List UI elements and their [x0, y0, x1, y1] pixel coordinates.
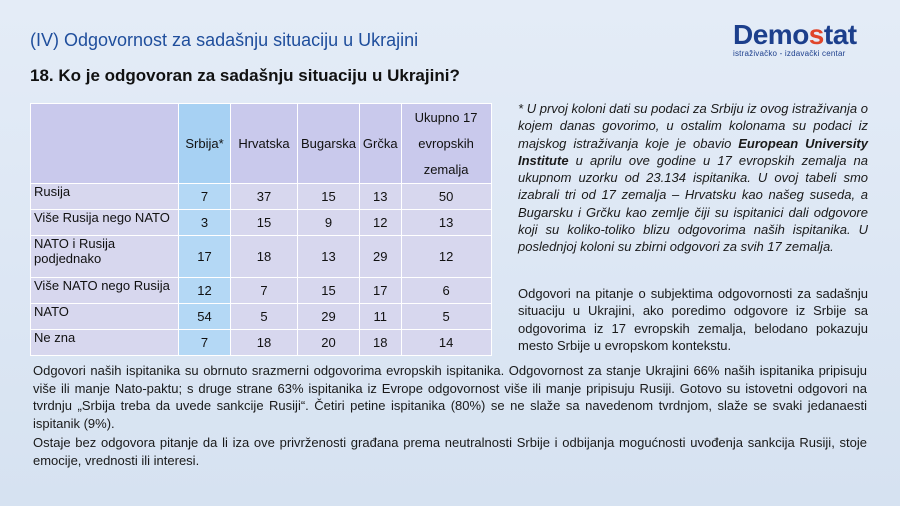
col-header-ukupno: Ukupno 17 evropskih zemalja	[401, 104, 491, 184]
comparison-paragraph: Odgovori na pitanje o subjektima odgovornosti za sadašnju situaciju u Ukrajini, ako poredimo odgovore iz Srbije sa odgovorima iz 17 evropskih zemalja, belodano pokazuju mesto Srbije u evropskom kontekstu.	[518, 286, 868, 353]
col-header-grcka: Grčka	[359, 104, 401, 184]
cell-bugarska: 20	[298, 330, 360, 356]
table-header-row	[31, 104, 492, 184]
cell-srbija: 54	[179, 304, 231, 330]
cell-srbija: 7	[179, 184, 231, 210]
cell-bugarska: 29	[298, 304, 360, 330]
table-row	[31, 330, 492, 356]
row-label: Više NATO nego Rusija	[31, 278, 179, 304]
results-table	[30, 103, 492, 356]
methodology-note: * U prvoj koloni dati su podaci za Srbiju iz ovog istraživanja o kojem danas govorimo, u ostalim kolonama su podaci iz majskog istraživanja koje je obavio European University Institute u aprilu ove godine u 17 evropskih zemalja na ukupnom uzorku od 23.134 ispitanika. U ovoj tabeli smo izabrali tri od 17 zemalja – Hrvatsku kao našeg suseda, a Bugarsku i Grčku kao zemlje čiji su ispitanici dali odgovore koji su koliko-toliko blizu odgovorima naših ispitanika. U poslednjoj koloni su zbirni odgovori za svih 17 zemalja.	[518, 101, 868, 255]
table-row	[31, 210, 492, 236]
logo-wordmark: Demostat	[733, 19, 857, 50]
cell-bugarska: 15	[298, 278, 360, 304]
cell-grcka: 12	[359, 210, 401, 236]
row-label: Rusija	[31, 184, 179, 210]
col-header-srbija: Srbija*	[179, 104, 231, 184]
cell-grcka: 17	[359, 278, 401, 304]
table-corner-cell	[31, 104, 179, 184]
cell-ukupno: 50	[401, 184, 491, 210]
cell-hrvatska: 37	[231, 184, 298, 210]
cell-bugarska: 13	[298, 236, 360, 278]
row-label: Više Rusija nego NATO	[31, 210, 179, 236]
cell-srbija: 3	[179, 210, 231, 236]
row-label: NATO i Rusija podjednako	[31, 236, 179, 278]
question-title: 18. Ko je odgovoran za sadašnju situaciju u Ukrajini?	[30, 66, 460, 85]
cell-bugarska: 9	[298, 210, 360, 236]
cell-srbija: 7	[179, 330, 231, 356]
cell-grcka: 29	[359, 236, 401, 278]
cell-srbija: 12	[179, 278, 231, 304]
conclusion-paragraph-1: Odgovori naših ispitanika su obrnuto srazmerni odgovorima evropskih ispitanika. Odgovornost za stanje Ukrajini 66% naših ispitanika pripisuju više ili manje Nato-paktu; s druge strane 63% ispitanika iz Evrope odgovornost više ili manje pripisuju Rusiji. Gotovo su istovetni odgovori na tvrdnju „Srbija treba da uvede sankcije Rusiji“. Četiri petine ispitanika (80%) se ne slaže sa navedenom tvrdnjom, slaže se svaki jedanaesti ispitanik (9%).	[33, 363, 867, 431]
cell-hrvatska: 18	[231, 236, 298, 278]
cell-hrvatska: 7	[231, 278, 298, 304]
cell-ukupno: 14	[401, 330, 491, 356]
cell-srbija: 17	[179, 236, 231, 278]
row-label: Ne zna	[31, 330, 179, 356]
cell-ukupno: 6	[401, 278, 491, 304]
cell-bugarska: 15	[298, 184, 360, 210]
cell-grcka: 18	[359, 330, 401, 356]
cell-grcka: 11	[359, 304, 401, 330]
conclusion-paragraph-2: Ostaje bez odgovora pitanje da li iza ove privrženosti građana prema neutralnosti Srbije i odbijanja mogućnosti uvođenja sankcija Rusiji, stoje emocije, vrednosti ili interesi.	[33, 435, 867, 468]
table-row	[31, 184, 492, 210]
row-label: NATO	[31, 304, 179, 330]
table-row	[31, 278, 492, 304]
table-row	[31, 236, 492, 278]
cell-grcka: 13	[359, 184, 401, 210]
col-header-hrvatska: Hrvatska	[231, 104, 298, 184]
cell-ukupno: 12	[401, 236, 491, 278]
cell-ukupno: 5	[401, 304, 491, 330]
conclusion-text	[33, 362, 867, 471]
cell-hrvatska: 5	[231, 304, 298, 330]
section-title: (IV) Odgovornost za sadašnju situaciju u Ukrajini	[30, 30, 419, 50]
cell-ukupno: 13	[401, 210, 491, 236]
institute-name: European University Institute	[518, 135, 868, 168]
table-row	[31, 304, 492, 330]
cell-hrvatska: 15	[231, 210, 298, 236]
logo-tagline: istraživačko - izdavački centar	[733, 49, 846, 58]
cell-hrvatska: 18	[231, 330, 298, 356]
demostat-logo	[733, 20, 873, 58]
col-header-bugarska: Bugarska	[298, 104, 360, 184]
